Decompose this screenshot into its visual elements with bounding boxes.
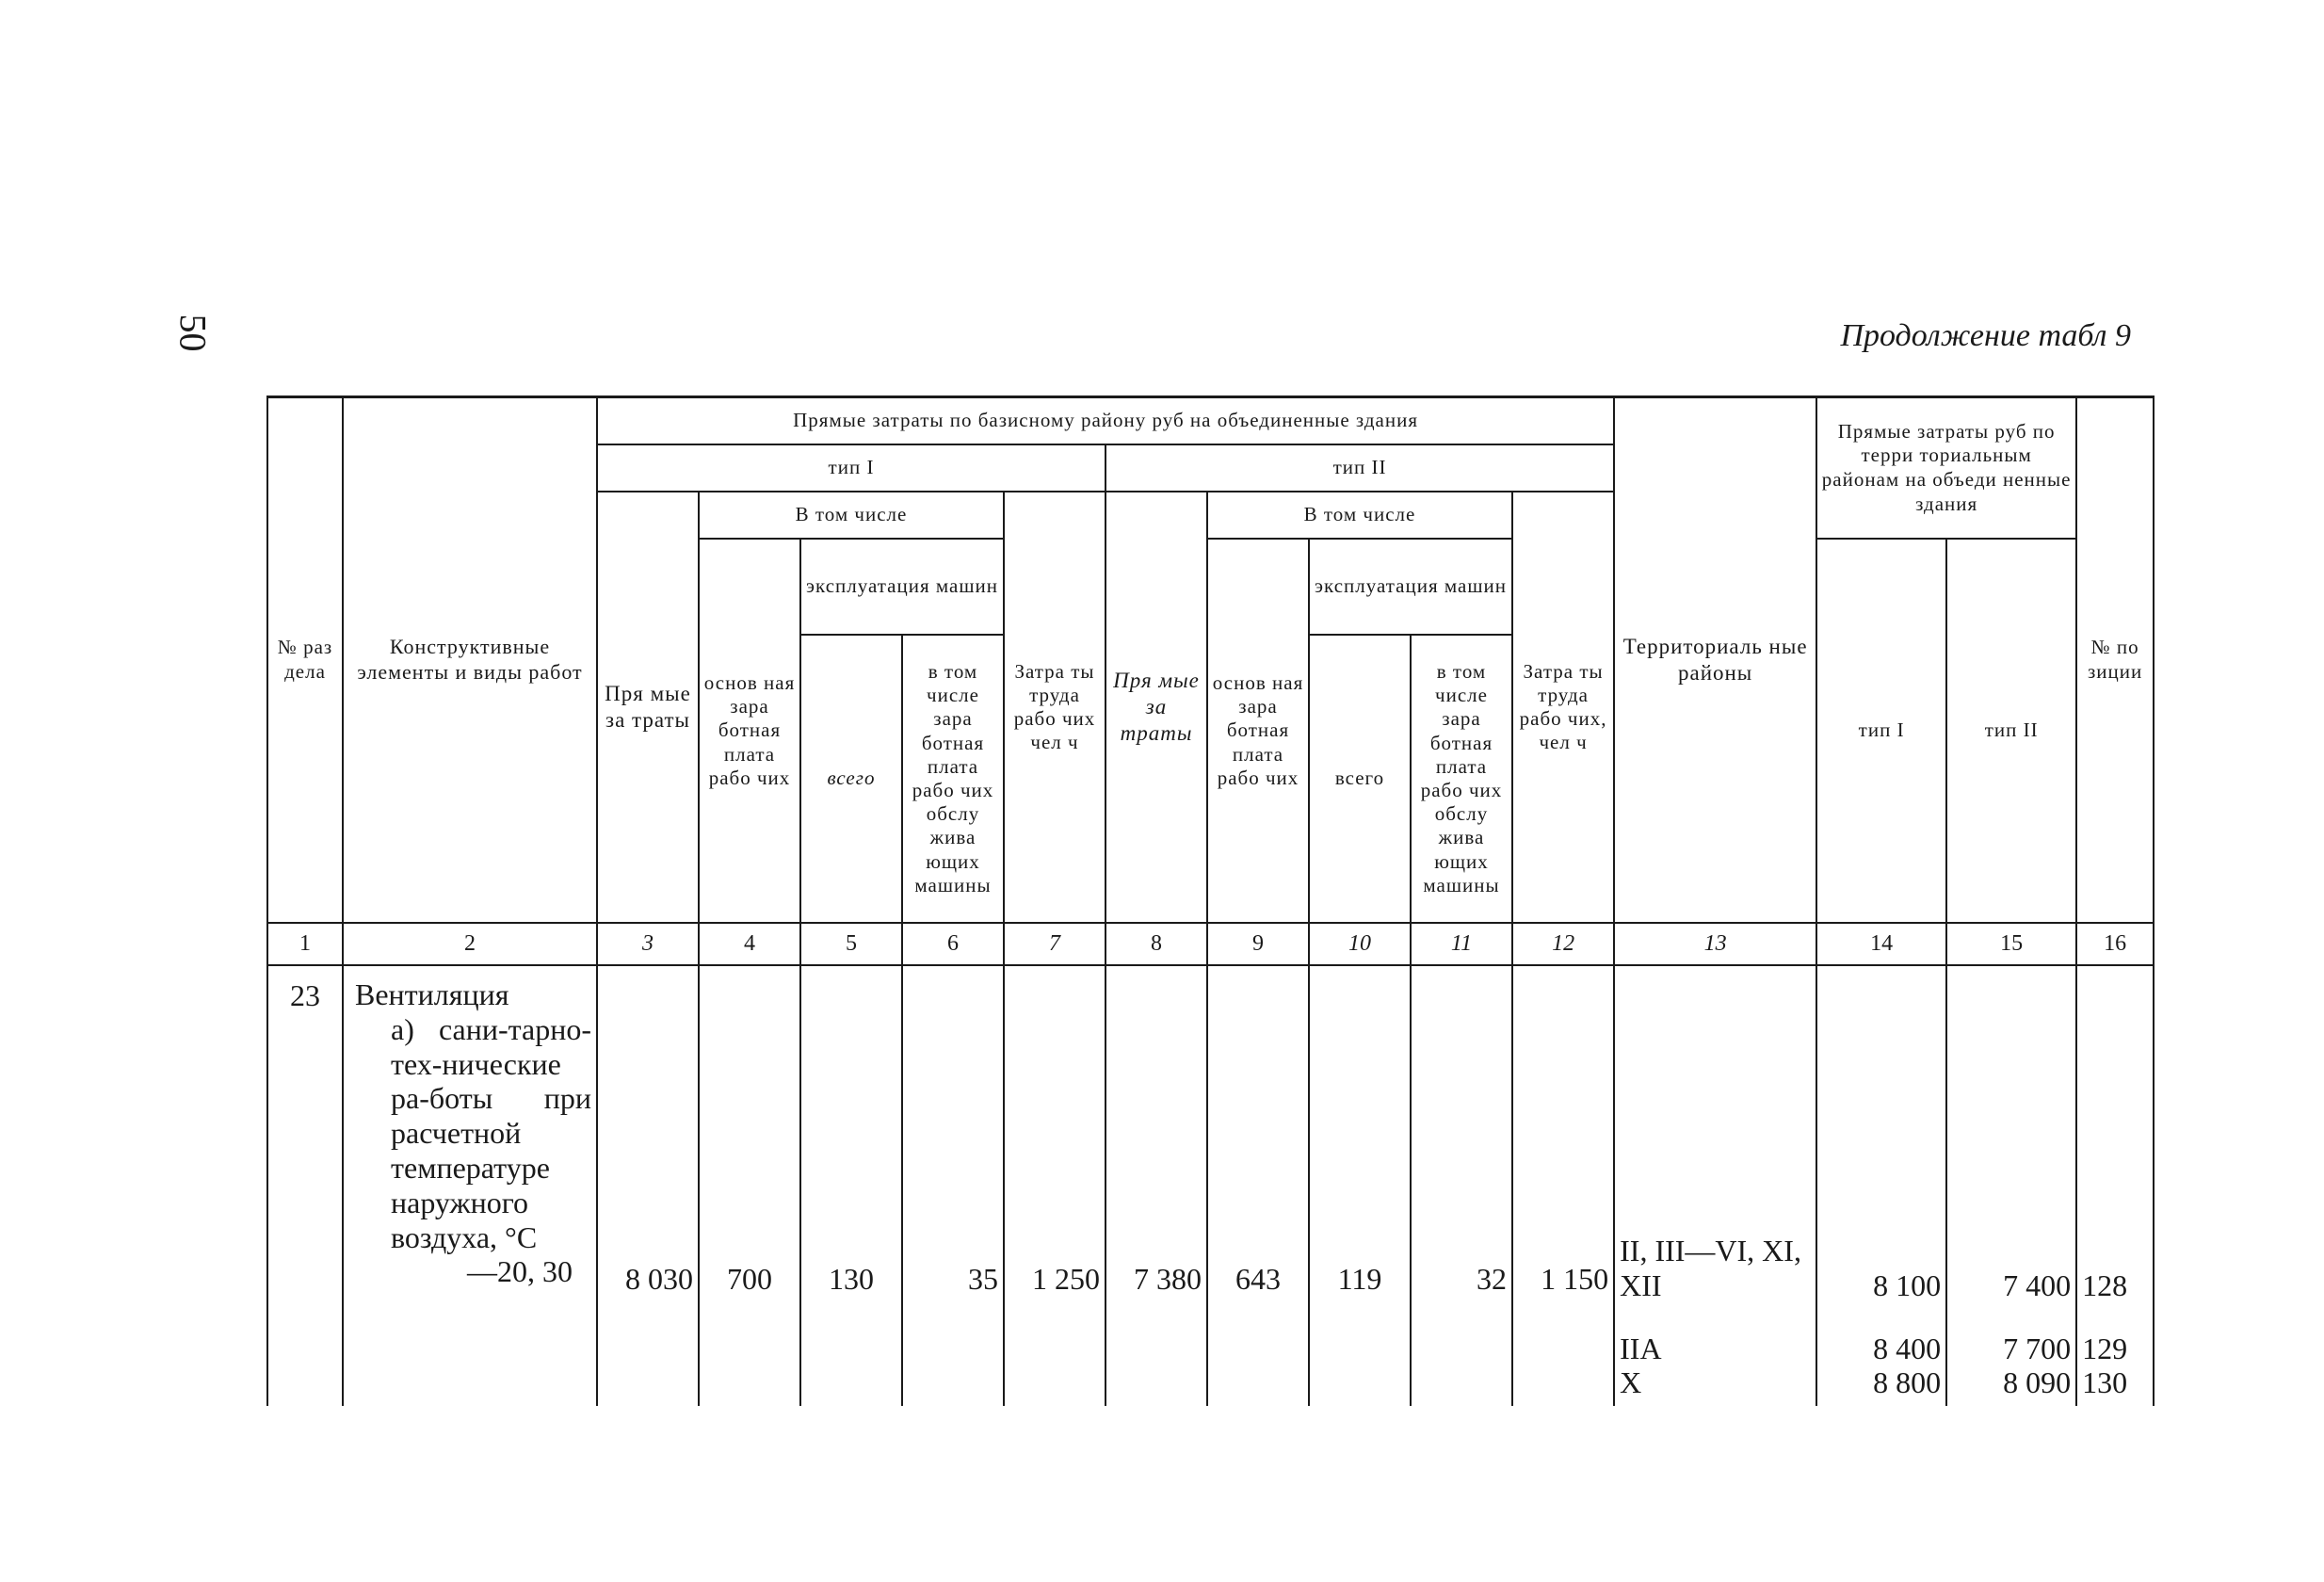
header-t2-labor: Затра ты труда рабо чих, чел ч — [1512, 492, 1614, 923]
col-num-16: 16 — [2076, 923, 2154, 965]
col-num-5: 5 — [800, 923, 902, 965]
col-num-11: 11 — [1411, 923, 1512, 965]
t1-base-wage: 700 — [699, 965, 800, 1406]
header-t2-machines: эксплуатация машин — [1309, 539, 1512, 635]
col-num-1: 1 — [267, 923, 343, 965]
header-t2-machines-total: всего — [1309, 635, 1411, 923]
col-num-7: 7 — [1004, 923, 1106, 965]
header-t1-machines: эксплуатация машин — [800, 539, 1004, 635]
col-num-14: 14 — [1816, 923, 1946, 965]
t2-base-wage: 643 — [1207, 965, 1309, 1406]
t2-labor-costs: 1 150 — [1512, 965, 1614, 1406]
header-col-type2: тип II — [1946, 539, 2076, 923]
col-num-6: 6 — [902, 923, 1004, 965]
region-name: II, III—VI, XI, XII — [1620, 1233, 1801, 1302]
header-t2-machines-wage: в том числе зара ботная плата рабо чих обслу жива ющих машины — [1411, 635, 1512, 923]
t2-direct-costs: 7 380 — [1106, 965, 1207, 1406]
col-num-2: 2 — [343, 923, 597, 965]
region-type2-value: 8 090 — [2003, 1365, 2072, 1400]
header-section-no: № раз дела — [267, 397, 343, 924]
territorial-regions — [1614, 965, 1816, 1406]
t2-machines-total: 119 — [1309, 965, 1411, 1406]
header-col-type1: тип I — [1816, 539, 1946, 923]
t2-machines-wage: 32 — [1411, 965, 1512, 1406]
header-t1-direct: Пря мые за траты — [597, 492, 699, 923]
t1-machines-wage: 35 — [902, 965, 1004, 1406]
territorial-type1 — [1816, 965, 1946, 1406]
col-num-8: 8 — [1106, 923, 1207, 965]
region-name: IIA — [1620, 1331, 1662, 1365]
position-numbers — [2076, 965, 2154, 1406]
region-type2-value: 7 700 — [2003, 1331, 2072, 1365]
header-t2-direct: Пря мые за траты — [1106, 492, 1207, 923]
col-num-13: 13 — [1614, 923, 1816, 965]
work-description-text: а) сани-тарно-тех-нические ра-боты при расчетной температуре наружного воздуха, °С — [391, 1011, 591, 1254]
t1-labor-costs: 1 250 — [1004, 965, 1106, 1406]
header-t1-base-wage: основ ная зара ботная плата рабо чих — [699, 539, 800, 923]
header-t2-base-wage: основ ная зара ботная плата рабо чих — [1207, 539, 1309, 923]
header-territorial-regions: Территориаль ные районы — [1614, 397, 1816, 924]
col-num-15: 15 — [1946, 923, 2076, 965]
work-temperature: —20, 30 — [467, 1254, 573, 1289]
territorial-type2 — [1946, 965, 2076, 1406]
header-direct-costs-base: Прямые затраты по базисному району руб на объединенные здания — [597, 397, 1614, 445]
position-number: 129 — [2082, 1331, 2128, 1365]
col-num-12: 12 — [1512, 923, 1614, 965]
region-type1-value: 8 400 — [1873, 1331, 1942, 1365]
header-t2-incl: В том числе — [1207, 492, 1512, 539]
work-title: Вентиляция — [355, 977, 509, 1011]
region-type1-value: 8 100 — [1873, 1267, 1942, 1302]
header-t1-machines-total: всего — [800, 635, 902, 923]
col-num-10: 10 — [1309, 923, 1411, 965]
work-description — [343, 965, 597, 1406]
position-number: 130 — [2082, 1365, 2128, 1400]
col-num-9: 9 — [1207, 923, 1309, 965]
header-direct-costs-territorial: Прямые затраты руб по терри ториальным районам на объеди ненные здания — [1816, 397, 2076, 540]
section-number: 23 — [267, 965, 343, 1406]
col-num-3: 3 — [597, 923, 699, 965]
continuation-label: Продолжение табл 9 — [1840, 318, 2131, 353]
cost-table — [266, 396, 2155, 1406]
header-t1-incl: В том числе — [699, 492, 1004, 539]
t1-direct-costs: 8 030 — [597, 965, 699, 1406]
page-number: 50 — [171, 314, 215, 352]
header-position-no: № по зиции — [2076, 397, 2154, 924]
header-elements: Конструктивные элементы и виды работ — [343, 397, 597, 924]
region-name: X — [1620, 1365, 1642, 1400]
t1-machines-total: 130 — [800, 965, 902, 1406]
header-type1: тип I — [597, 444, 1106, 492]
position-number: 128 — [2082, 1267, 2128, 1302]
header-t1-labor: Затра ты труда рабо чих чел ч — [1004, 492, 1106, 923]
region-type1-value: 8 800 — [1873, 1365, 1942, 1400]
header-type2: тип II — [1106, 444, 1614, 492]
header-t1-machines-wage: в том числе зара ботная плата рабо чих обслу жива ющих машины — [902, 635, 1004, 923]
region-type2-value: 7 400 — [2003, 1267, 2072, 1302]
cost-table-container — [266, 396, 2145, 1406]
table-row — [267, 965, 2154, 1406]
col-num-4: 4 — [699, 923, 800, 965]
